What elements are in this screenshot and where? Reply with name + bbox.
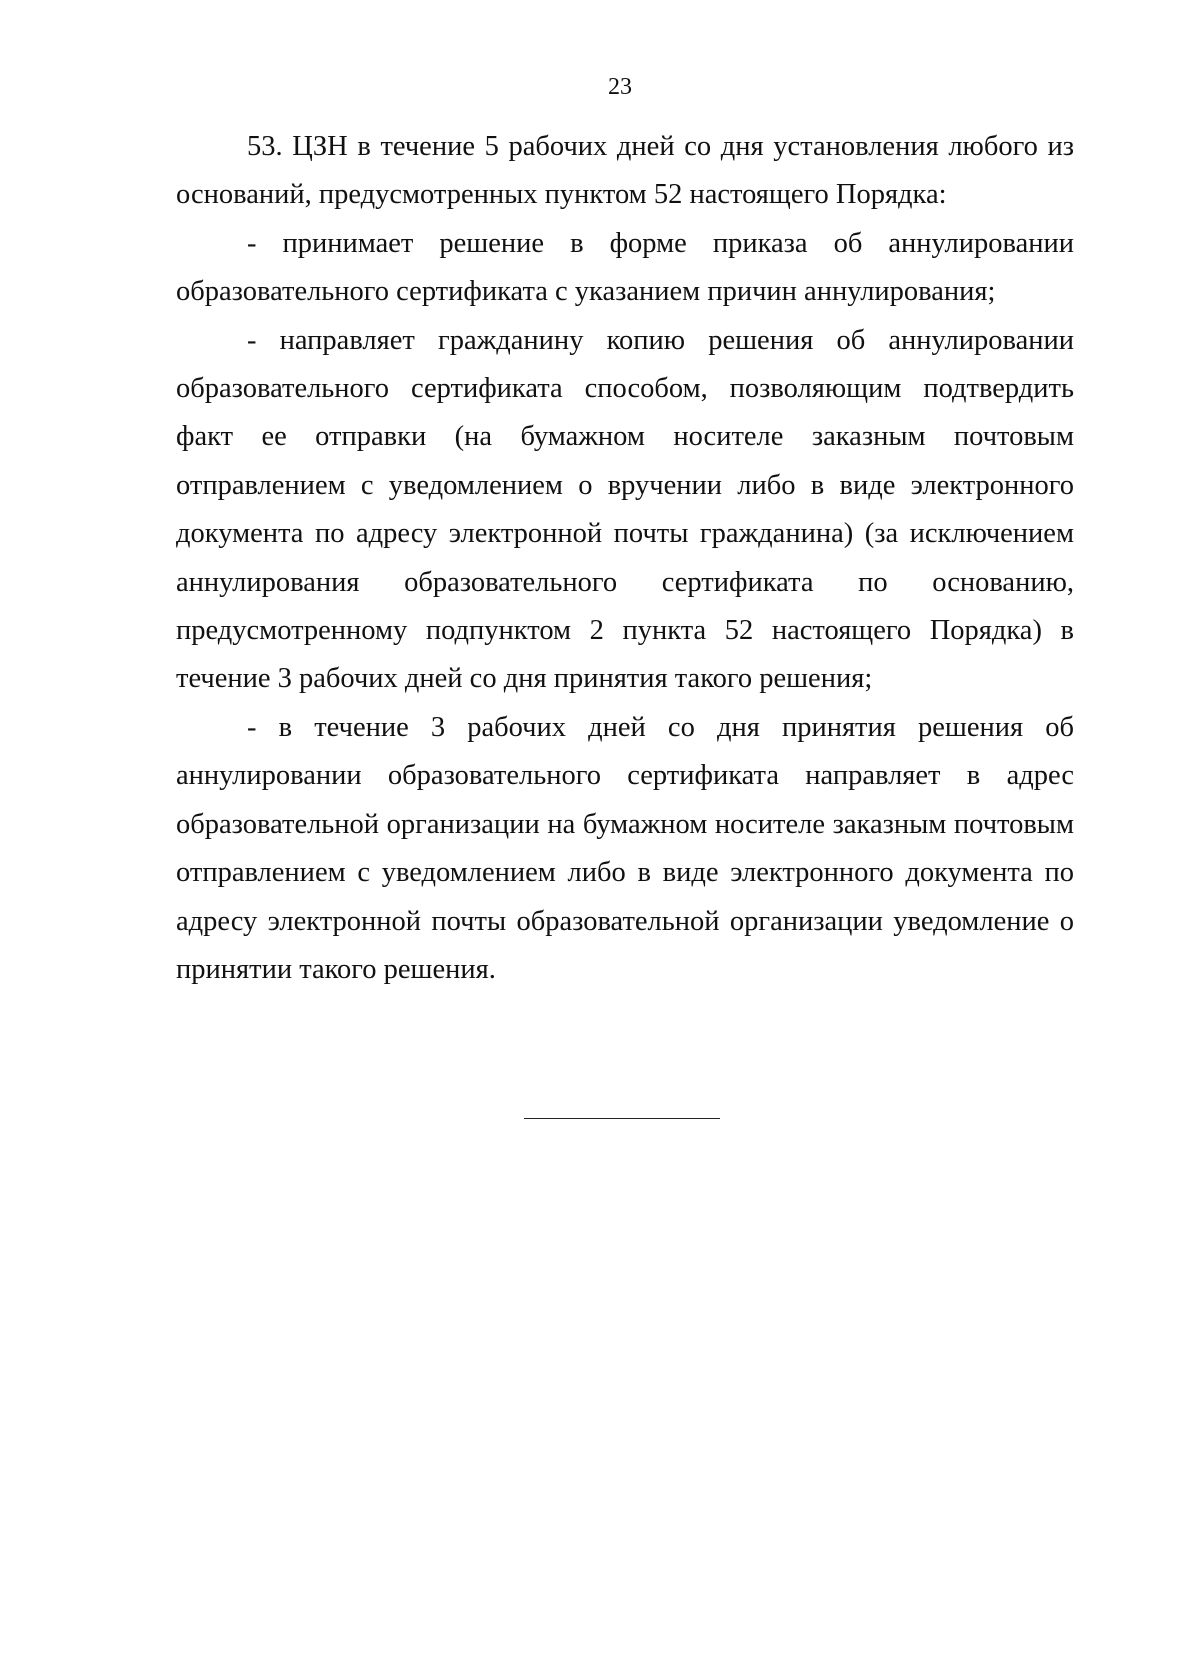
document-body	[176, 123, 1074, 994]
end-divider	[524, 1118, 720, 1119]
page-number: 23	[608, 74, 632, 100]
list-item-notify-organization: - в течение 3 рабочих дней со дня принятия решения об аннулировании образовательного сертификата направляет в адрес образовательной организации на бумажном носителе заказным почтовым отправлением с уведомлением либо в виде электронного документа по адресу электронной почты образовательной организации уведомление о принятии такого решения.	[176, 711, 1074, 985]
paragraph-53: 53. ЦЗН в течение 5 рабочих дней со дня установления любого из оснований, предусмотренных пунктом 52 настоящего Порядка:	[176, 131, 1074, 211]
list-item-decision: - принимает решение в форме приказа об аннулировании образовательного сертификата с указанием причин аннулирования;	[176, 227, 1074, 308]
list-item-send-copy: - направляет гражданину копию решения об аннулировании образовательного сертификата способом, позволяющим подтвердить факт ее отправки (на бумажном носителе заказным почтовым отправлением с уведомлением о вручении либо в виде электронного документа по адресу электронной почты гражданина) (за исключением аннулирования образовательного сертификата по основанию, предусмотренному подпунктом 2 пункта 52 настоящего Порядка) в течение 3 рабочих дней со дня принятия такого решения;	[176, 324, 1074, 695]
